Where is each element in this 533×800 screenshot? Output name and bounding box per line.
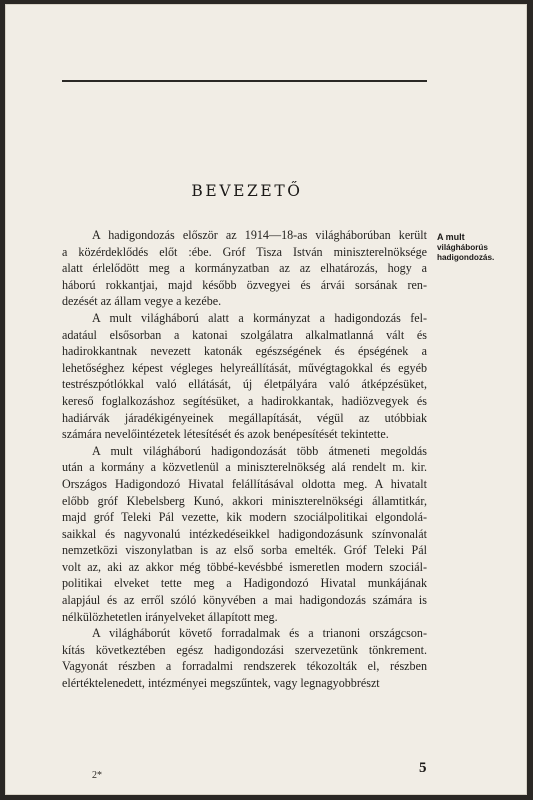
text-line: hadirokkantnak nevezett katonák egészségének és épségének a: [62, 344, 427, 359]
text-line: hadiárvák járadékigényeinek megállapítását, végül az utóbbiak: [62, 410, 427, 425]
text-line: elértéktelenedett, intézményei megszűntek, vagy legnagyobbrészt: [62, 676, 380, 691]
text-line: saikkal és nagyvonalú intézkedéseikkel hadigondozásunk színvonalát: [62, 526, 427, 541]
text-line: nélkülözhetetlen irányelveket állapított meg.: [62, 609, 278, 624]
text-line: A mult világháború hadigondozását több átmeneti megoldás: [92, 443, 427, 458]
page-number: 5: [419, 760, 427, 776]
text-line: kereső foglalkozáshoz segítésüket, a hadirokkantak, hadiözvegyek és: [62, 393, 427, 408]
text-line: nemzetközi viszonylatban is az első sorba emelték. Gróf Teleki Pál: [62, 543, 427, 558]
text-line: a közérdeklődés előt :ébe. Gróf Tisza István miniszterelnöksége: [62, 244, 427, 259]
text-line: volt az, aki az akkor még többé-kevésbbé ismeretlen modern szociál-: [62, 559, 427, 574]
text-line: A hadigondozás először az 1914—18-as világháborúban került: [92, 228, 427, 242]
text-line: után a kormány a közvetlenül a miniszterelnökség alá rendelt m. kir.: [62, 460, 427, 475]
text-line: A mult világháború alatt a kormányzat a hadigondozás fel-: [92, 310, 427, 325]
text-line: kítás következtében egész hadigondozási szervezetünk tönkrement.: [62, 642, 427, 657]
text-line: adatául elsősorban a katonai szolgálatra alkalmatlanná vált és: [62, 327, 427, 342]
text-line: politikai elveket tette meg a Hadigondozó Hivatal munkájának: [62, 576, 427, 591]
text-line: lehetőséghez képest végleges helyreállítását, művégtagokkal és egyéb: [62, 360, 427, 375]
text-line: dezését az állam vegye a kezébe.: [62, 294, 222, 309]
paragraph: [62, 443, 427, 626]
margin-note: [437, 232, 527, 264]
text-line: majd gróf Teleki Pál vezette, kik modern szociálpolitikai elgondolá-: [62, 510, 427, 525]
text-line: A világháborút követő forradalmak és a trianoni országcson-: [92, 626, 427, 641]
text-line: testrészpótlókkal való ellátását, új életpályára való átképzésüket,: [62, 377, 427, 392]
margin-note-line: A mult: [437, 232, 465, 242]
header-rule: [62, 80, 427, 82]
chapter-title: BEVEZETŐ: [191, 182, 303, 200]
text-line: számára nevelőintézetek létesítését és azok benépesítését tekintette.: [62, 427, 389, 442]
body-text: [62, 227, 427, 692]
paragraph: [62, 310, 427, 443]
text-line: alatt érlelődött meg a kormányzatban az az elhatározás, hogy a: [62, 261, 427, 276]
text-line: előbb gróf Klebelsberg Kunó, akkori miniszterelnökségi államtitkár,: [62, 493, 427, 508]
document-page: [5, 4, 527, 795]
text-line: Országos Hadigondozó Hivatal felállításával oldotta meg. A hivatalt: [62, 476, 427, 491]
margin-note-line: világháborús: [437, 242, 488, 252]
text-line: alapjául és az erről szóló könyvében a mai hadigondozás számára is: [62, 593, 427, 608]
text-line: Vagyonát részben a forradalmi rendszerek tékozolták el, részben: [62, 659, 427, 674]
text-line: háború rokkantjai, majd később özvegyei és árvái sorsának ren-: [62, 277, 427, 292]
paragraph: [62, 625, 427, 691]
paragraph: [62, 227, 427, 310]
margin-note-line: hadigondozás.: [437, 253, 495, 262]
signature-mark: 2*: [92, 770, 102, 781]
